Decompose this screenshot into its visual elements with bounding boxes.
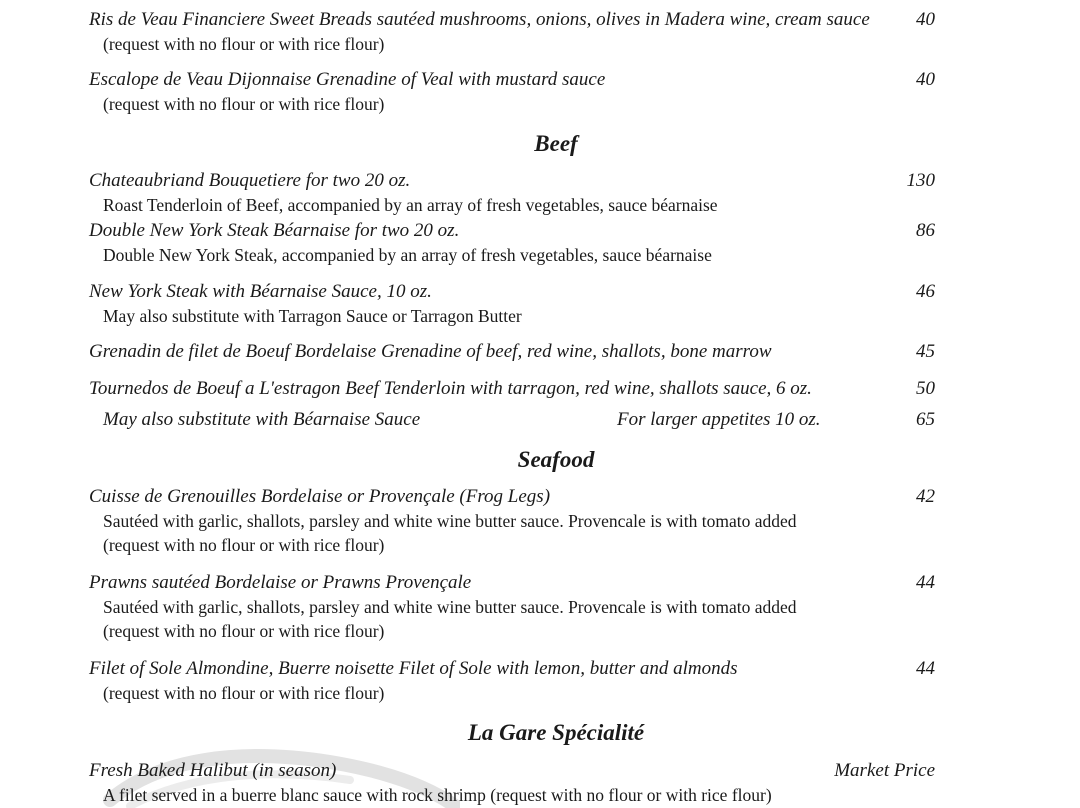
dish-price: Market Price	[834, 760, 935, 781]
menu-item-variant	[89, 408, 935, 432]
dish-name: Prawns sautéed Bordelaise or Prawns Provençale	[89, 572, 472, 593]
dish-name: Cuisse de Grenouilles Bordelaise or Provençale (Frog Legs)	[89, 486, 551, 507]
menu-item	[89, 219, 935, 267]
dish-note: Sautéed with garlic, shallots, parsley and white wine butter sauce. Provencale is with tomato added	[103, 597, 797, 617]
dish-name: New York Steak with Béarnaise Sauce, 10 oz.	[89, 281, 432, 302]
dish-note: Roast Tenderloin of Beef, accompanied by an array of fresh vegetables, sauce béarnaise	[103, 195, 718, 215]
dish-note: (request with no flour or with rice flour)	[103, 94, 385, 114]
menu-item	[89, 571, 935, 643]
dish-price: 130	[906, 170, 935, 191]
dish-price: 44	[916, 572, 935, 593]
dish-name: Fresh Baked Halibut (in season)	[89, 760, 337, 781]
dish-note: A filet served in a buerre blanc sauce with rock shrimp (request with no flour or with rice flour)	[103, 785, 772, 805]
variant-price: 65	[916, 409, 935, 430]
dish-note: Double New York Steak, accompanied by an array of fresh vegetables, sauce béarnaise	[103, 245, 712, 265]
dish-note: (request with no flour or with rice flour)	[103, 535, 385, 555]
menu-item	[89, 377, 935, 401]
dish-price: 45	[916, 341, 935, 362]
menu-item	[89, 8, 935, 56]
menu-item	[89, 759, 935, 807]
dish-note: May also substitute with Tarragon Sauce or Tarragon Butter	[103, 306, 522, 326]
section-heading-seafood: Seafood	[517, 447, 595, 472]
dish-note: (request with no flour or with rice flour)	[103, 34, 385, 54]
dish-price: 86	[916, 220, 935, 241]
dish-name: Escalope de Veau Dijonnaise Grenadine of Veal with mustard sauce	[89, 69, 606, 90]
menu-item	[89, 169, 935, 217]
dish-price: 44	[916, 658, 935, 679]
menu-item	[89, 657, 935, 705]
menu-item	[89, 340, 935, 364]
dish-name: Double New York Steak Béarnaise for two 20 oz.	[89, 220, 460, 241]
dish-price: 50	[916, 378, 935, 399]
dish-note: (request with no flour or with rice flour)	[103, 683, 385, 703]
dish-price: 42	[916, 486, 935, 507]
section-heading-specialite: La Gare Spécialité	[467, 720, 645, 745]
dish-note: (request with no flour or with rice flour)	[103, 621, 385, 641]
dish-name: Chateaubriand Bouquetiere for two 20 oz.	[89, 170, 411, 191]
dish-name: Grenadin de filet de Boeuf Bordelaise Grenadine of beef, red wine, shallots, bone marrow	[89, 341, 772, 362]
section-heading-beef: Beef	[534, 131, 578, 156]
dish-name: Filet of Sole Almondine, Buerre noisette Filet of Sole with lemon, butter and almonds	[89, 658, 738, 679]
dish-price: 40	[916, 69, 935, 90]
dish-price: 46	[916, 281, 935, 302]
menu-item	[89, 485, 935, 557]
menu-item	[89, 68, 935, 116]
variant-note: May also substitute with Béarnaise Sauce	[103, 409, 421, 430]
variant-size: For larger appetites 10 oz.	[617, 409, 821, 430]
dish-name: Ris de Veau Financiere Sweet Breads sautéed mushrooms, onions, olives in Madera wine, cream sauce	[89, 9, 870, 30]
menu-item	[89, 280, 935, 328]
dish-price: 40	[916, 9, 935, 30]
dish-note: Sautéed with garlic, shallots, parsley and white wine butter sauce. Provencale is with tomato added	[103, 511, 797, 531]
dish-name: Tournedos de Boeuf a L'estragon Beef Tenderloin with tarragon, red wine, shallots sauce, 6 oz.	[89, 378, 812, 399]
